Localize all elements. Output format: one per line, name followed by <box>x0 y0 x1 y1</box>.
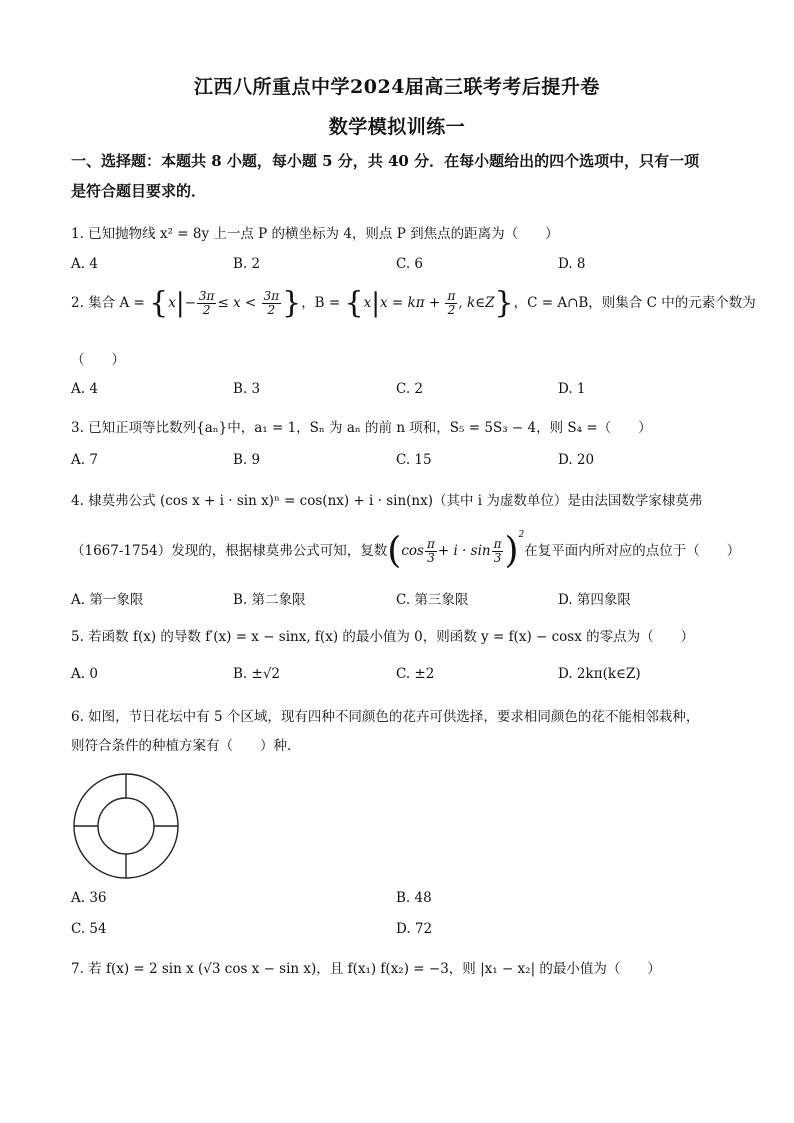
question-6-option-a[interactable]: A. 36 <box>71 890 107 906</box>
question-2-option-b[interactable]: B. 3 <box>233 381 261 397</box>
question-4-option-a[interactable]: A. 第一象限 <box>71 592 144 608</box>
set-a-expression: {x|− $\frac{3\pi}{2}$ ≤ x < $\frac{3\pi}{2}$ } <box>149 285 302 321</box>
question-6-stem: 6. 如图，节日花坛中有 5 个区域，现有四种不同颜色的花卉可供选择，要求相同颜色的花不能相邻栽种， <box>71 709 700 725</box>
section-heading-line2: 是符合题目要求的． <box>71 182 207 200</box>
question-2-stem <box>71 285 756 321</box>
question-5-option-d[interactable]: D. 2kπ(k∈Z) <box>558 666 641 682</box>
question-1-option-d[interactable]: D. 8 <box>558 256 586 272</box>
question-7-stem: 7. 若 f(x) = 2 sin x (√3 cos x − sin x)，且 f(x₁) f(x₂) = −3，则 |x₁ − x₂| 的最小值为（ ） <box>71 961 661 977</box>
question-3-option-c[interactable]: C. 15 <box>396 452 432 468</box>
question-6-stem-cont: 则符合条件的种植方案有（ ）种． <box>71 738 301 754</box>
section-heading-line1: 一、选择题：本题共 8 小题，每小题 5 分，共 40 分．在每小题给出的四个选项中，只有一项 <box>71 152 700 170</box>
question-4-stem: 4. 棣莫弗公式 (cos x + i · sin x)ⁿ = cos(nx) + i · sin(nx)（其中 i 为虚数单位）是由法国数学家棣莫弗 <box>71 493 703 509</box>
question-2-option-a[interactable]: A. 4 <box>71 381 98 397</box>
exam-title: 江西八所重点中学2024届高三联考考后提升卷 <box>194 76 600 98</box>
question-3-option-b[interactable]: B. 9 <box>233 452 261 468</box>
question-5-option-a[interactable]: A. 0 <box>71 666 98 682</box>
question-3-option-d[interactable]: D. 20 <box>558 452 595 468</box>
question-6-option-b[interactable]: B. 48 <box>396 890 432 906</box>
question-3-stem: 3. 已知正项等比数列{aₙ}中，a₁ = 1，Sₙ 为 aₙ 的前 n 项和，S₅ = 5S₃ − 4，则 S₄ =（ ） <box>71 420 652 436</box>
question-5-stem: 5. 若函数 f(x) 的导数 f′(x) = x − sinx, f(x) 的最小值为 0，则函数 y = f(x) − cosx 的零点为（ ） <box>71 629 695 645</box>
question-5-option-c[interactable]: C. ±2 <box>396 666 435 682</box>
question-3-option-a[interactable]: A. 7 <box>71 452 98 468</box>
question-2-mid: ，B = <box>301 295 345 311</box>
question-5-option-b[interactable]: B. ±√2 <box>233 666 281 682</box>
question-2-stem-cont: （ ） <box>71 352 125 368</box>
section-heading <box>71 146 731 206</box>
question-2-option-c[interactable]: C. 2 <box>396 381 424 397</box>
exam-subtitle: 数学模拟训练一 <box>328 116 466 138</box>
question-1-stem: 1. 已知抛物线 x² = 8y 上一点 P 的横坐标为 4，则点 P 到焦点的距离为（ ） <box>71 226 559 242</box>
question-2-suffix: ，C = A∩B，则集合 C 中的元素个数为 <box>513 295 756 311</box>
question-1-option-a[interactable]: A. 4 <box>71 256 98 272</box>
question-6-option-c[interactable]: C. 54 <box>71 921 107 937</box>
flower-bed-figure <box>70 770 182 886</box>
question-6-option-d[interactable]: D. 72 <box>396 921 433 937</box>
question-1-option-c[interactable]: C. 6 <box>396 256 424 272</box>
set-b-expression: {x|x = kπ + $\frac{\pi}{2}$ , k∈Z} <box>344 285 514 321</box>
question-4-option-b[interactable]: B. 第二象限 <box>233 592 306 608</box>
question-1-option-b[interactable]: B. 2 <box>233 256 261 272</box>
question-2-option-d[interactable]: D. 1 <box>558 381 586 397</box>
question-4-option-d[interactable]: D. 第四象限 <box>558 592 631 608</box>
question-4-cont-suffix: 在复平面内所对应的点位于（ ） <box>524 543 741 559</box>
complex-expression: (cos $\frac{\pi}{3}$ + i · sin $\frac{\pi}{3}$ )$^2$ <box>387 530 525 572</box>
question-4-stem-cont <box>71 530 741 572</box>
flower-bed-diagram <box>70 770 182 882</box>
question-2-prefix: 2. 集合 A = <box>71 295 150 311</box>
question-4-cont-prefix: （1667-1754）发现的，根据棣莫弗公式可知，复数 <box>71 543 388 559</box>
question-4-option-c[interactable]: C. 第三象限 <box>396 592 469 608</box>
